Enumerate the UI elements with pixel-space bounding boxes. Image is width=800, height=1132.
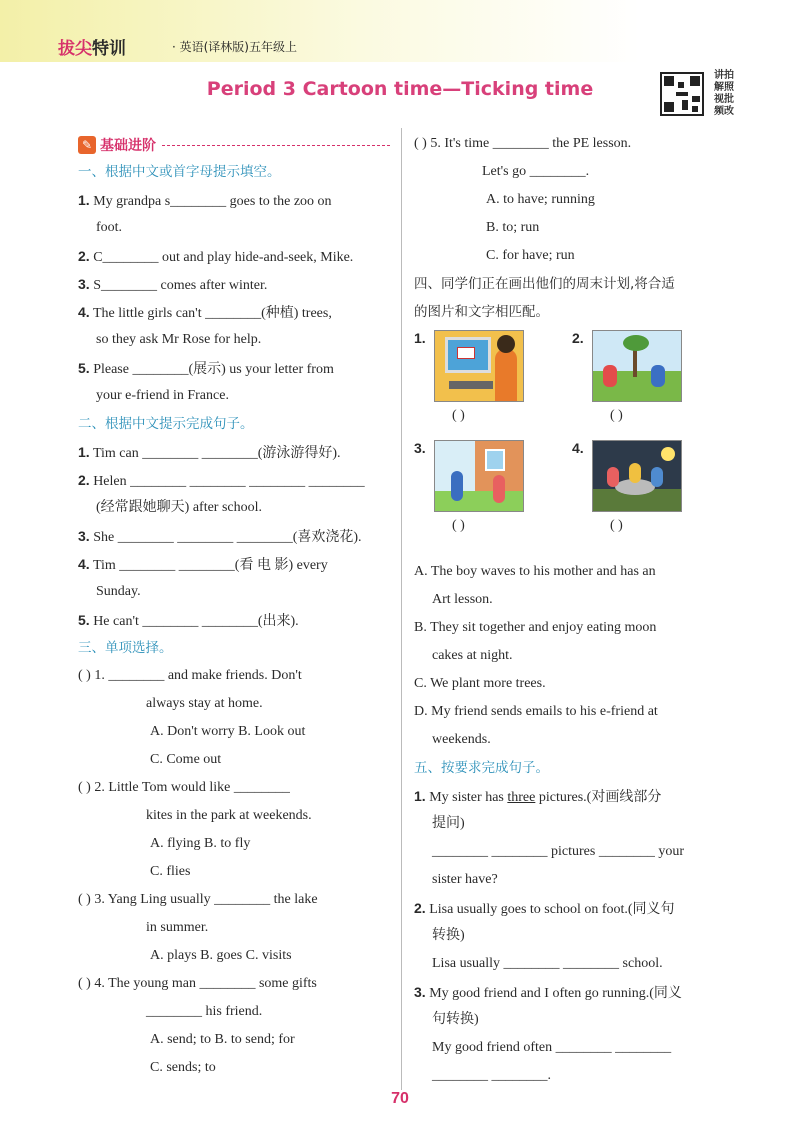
mc-options: C. sends; to	[150, 1060, 216, 1075]
match-option: B. They sit together and enjoy eating moon	[414, 620, 657, 635]
right-column	[414, 130, 734, 1090]
exercise-line: 转换)	[432, 928, 465, 943]
picture-waving	[434, 440, 524, 512]
exercise-line: Lisa usually ________ ________ school.	[432, 956, 663, 971]
exercise-line: foot.	[96, 220, 123, 235]
mc-question-cont: in summer.	[146, 920, 209, 935]
match-option: A. The boy waves to his mother and has an	[414, 564, 656, 579]
picture-number: 4.	[572, 440, 584, 456]
left-column	[78, 130, 390, 1082]
picture-computer	[434, 330, 524, 402]
page-number: 70	[391, 1090, 409, 1107]
mc-question: ( ) 2. Little Tom would like ________	[78, 780, 290, 795]
qr-caption: 讲拍 解照 视批 频改	[714, 70, 734, 117]
exercise-line: your e-friend in France.	[96, 388, 229, 403]
exercise-line: 4. Tim ________ ________(看 电 影) every	[78, 556, 328, 573]
mc-question: ( ) 4. The young man ________ some gifts	[78, 976, 317, 991]
exercise-line: My good friend often ________ ________	[432, 1040, 672, 1055]
match-option: D. My friend sends emails to his e-friend at	[414, 704, 658, 719]
picture-grid	[414, 326, 734, 558]
match-option-cont: weekends.	[432, 732, 491, 747]
exercise-line: 提问)	[432, 816, 465, 831]
exercise-line: 1. Tim can ________ ________(游泳游得好).	[78, 444, 341, 461]
answer-blank[interactable]: ( )	[452, 408, 465, 423]
part5-heading: 五、按要求完成句子。	[414, 760, 549, 776]
picture-number: 3.	[414, 440, 426, 456]
exercise-line: 5. Please ________(展示) us your letter from	[78, 360, 334, 377]
exercise-line: sister have?	[432, 872, 498, 887]
exercise-line: 5. He can't ________ ________(出来).	[78, 612, 299, 629]
answer-blank[interactable]: ( )	[610, 518, 623, 533]
mc-question-cont: kites in the park at weekends.	[146, 808, 312, 823]
match-option: C. We plant more trees.	[414, 676, 546, 691]
mc-question: ( ) 1. ________ and make friends. Don't	[78, 668, 302, 683]
mc-question-cont: ________ his friend.	[146, 1004, 263, 1019]
exercise-line: 1. My grandpa s________ goes to the zoo on	[78, 192, 332, 209]
answer-blank[interactable]: ( )	[610, 408, 623, 423]
mc-options: C. flies	[150, 864, 191, 879]
mc-options: A. Don't worry B. Look out	[150, 724, 306, 739]
mc-options: A. flying B. to fly	[150, 836, 251, 851]
mc-options: C. Come out	[150, 752, 222, 767]
mc-options: A. to have; running	[486, 192, 595, 207]
exercise-line: (经常跟她聊天) after school.	[96, 500, 263, 515]
part2-heading: 二、根据中文提示完成句子。	[78, 416, 254, 432]
page-title: Period 3 Cartoon time—Ticking time	[206, 78, 594, 100]
part4-heading-cont: 的图片和文字相匹配。	[414, 304, 549, 320]
book-subtitle: · 英语(译林版)五年级上	[172, 40, 297, 54]
exercise-line: 句转换)	[432, 1012, 479, 1027]
mc-question-cont: always stay at home.	[146, 696, 263, 711]
match-option-cont: Art lesson.	[432, 592, 493, 607]
section-header: ✎ 基础进阶	[78, 132, 390, 158]
exercise-line: 3. S________ comes after winter.	[78, 276, 268, 293]
picture-planting	[592, 330, 682, 402]
exercise-line: ________ ________ pictures ________ your	[432, 844, 684, 859]
exercise-line: 2. Helen ________ ________ ________ ________	[78, 472, 365, 489]
match-option-cont: cakes at night.	[432, 648, 513, 663]
exercise-line: 1. My sister has three pictures.(对画线部分	[414, 788, 662, 805]
exercise-line: 3. My good friend and I often go running.(同义	[414, 984, 682, 1001]
mc-question: ( ) 5. It's time ________ the PE lesson.	[414, 136, 632, 151]
exercise-line: 2. C________ out and play hide-and-seek, Mike.	[78, 248, 354, 265]
exercise-line: 3. She ________ ________ ________(喜欢浇花).	[78, 528, 362, 545]
mc-options: A. send; to B. to send; for	[150, 1032, 295, 1047]
mc-options: C. for have; run	[486, 248, 575, 263]
column-divider	[401, 128, 402, 1090]
picture-number: 1.	[414, 330, 426, 346]
brand-logo: 拔尖特训	[58, 39, 126, 59]
flag-icon: ✎	[78, 136, 96, 154]
part4-heading: 四、同学们正在画出他们的周末计划,将合适	[414, 276, 675, 292]
exercise-line: Sunday.	[96, 584, 141, 599]
exercise-line: ________ ________.	[432, 1068, 551, 1083]
mc-question: ( ) 3. Yang Ling usually ________ the lake	[78, 892, 318, 907]
qr-code-icon	[660, 72, 704, 116]
part3-heading: 三、单项选择。	[78, 640, 173, 656]
mc-options: A. plays B. goes C. visits	[150, 948, 292, 963]
exercise-line: 2. Lisa usually goes to school on foot.(同义句	[414, 900, 675, 917]
answer-blank[interactable]: ( )	[452, 518, 465, 533]
mc-question-cont: Let's go ________.	[482, 164, 590, 179]
exercise-line: 4. The little girls can't ________(种植) trees,	[78, 304, 332, 321]
part1-heading: 一、根据中文或首字母提示填空。	[78, 164, 281, 180]
picture-moon-cakes	[592, 440, 682, 512]
mc-options: B. to; run	[486, 220, 540, 235]
picture-number: 2.	[572, 330, 584, 346]
exercise-line: so they ask Mr Rose for help.	[96, 332, 262, 347]
